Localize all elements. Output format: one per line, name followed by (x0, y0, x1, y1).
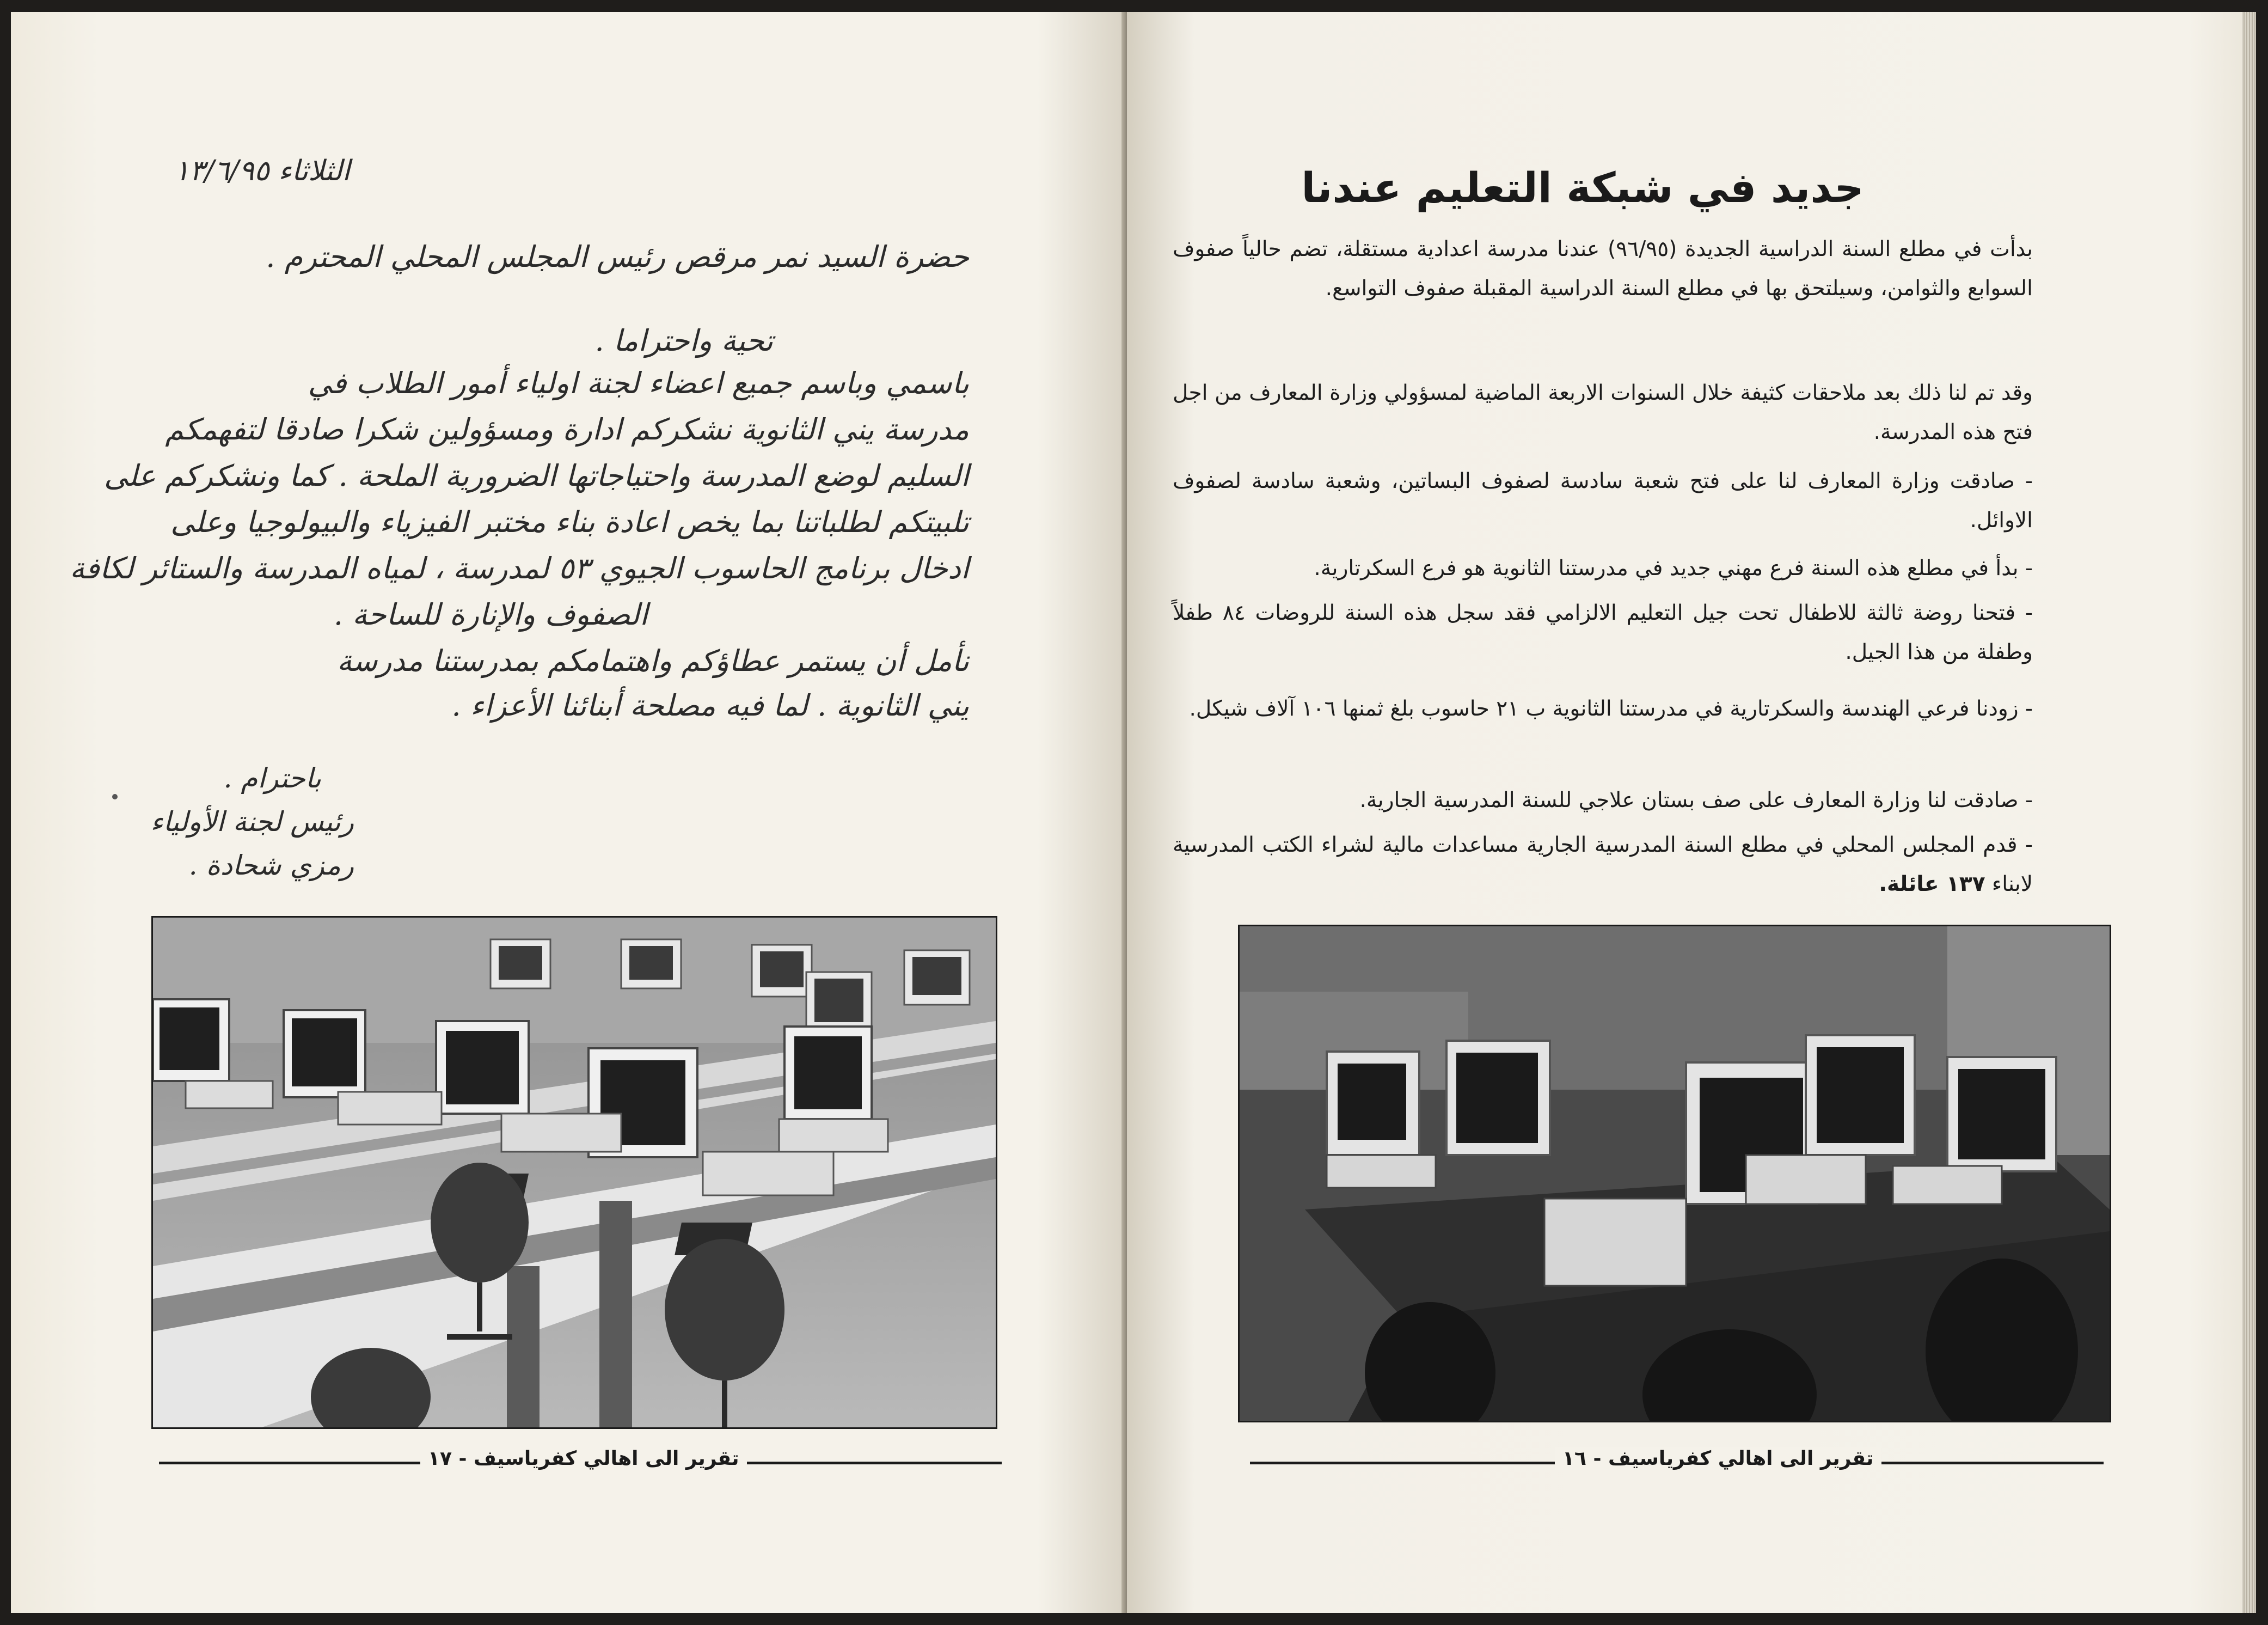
signature-title: رئيس لجنة الأولياء (150, 806, 354, 838)
paragraph-emphasis: ١٣٧ عائلة. (1879, 872, 1985, 896)
letter-greeting: تحية واحتراما . (594, 323, 773, 358)
page-footer-right (1250, 1446, 2104, 1479)
left-page (11, 12, 1127, 1613)
book-spread (11, 12, 2256, 1613)
letter-line: السليم لوضع المدرسة واحتياجاتها الضرورية الملحة . كما ونشكركم على (104, 459, 969, 493)
letter-line: ادخال برنامج الحاسوب الجيوي ٥٣ لمدرسة ، لمياه المدرسة والستائر لكافة (70, 551, 969, 585)
article-paragraph: وقد تم لنا ذلك بعد ملاحقات كثيفة خلال السنوات الاربعة الماضية لمسؤولي وزارة المعارف من اجل فتح هذه المدرسة. (1173, 381, 2033, 444)
paragraph-text: - قدم المجلس المحلي في مطلع السنة المدرسية الجارية مساعدات مالية لشراء الكتب المدرسية لابناء (1173, 833, 2033, 896)
letter-salutation: حضرة السيد نمر مرقص رئيس المجلس المحلي المحترم . (266, 240, 969, 274)
letter-line: نأمل أن يستمر عطاؤكم واهتمامكم بمدرستنا مدرسة (337, 644, 969, 678)
article-paragraph: - بدأ في مطلع هذه السنة فرع مهني جديد في مدرستنا الثانوية هو فرع السكرتارية. (1314, 556, 2033, 581)
footer-text: تقرير الى اهالي كفرياسيف - ١٦ (1555, 1447, 1881, 1470)
letter-line: باسمي وباسم جميع اعضاء لجنة اولياء أمور الطلاب في (308, 366, 969, 400)
article-paragraph-last (1173, 826, 2033, 904)
letter-line: تلبيتكم لطلباتنا بما يخص اعادة بناء مختبر الفيزياء والبيولوجيا وعلى (170, 505, 969, 539)
letter-date: الثلاثاء ١٣/٦/٩٥ (174, 155, 350, 187)
signature-name: رمزي شحادة . (188, 850, 354, 881)
computer-lab-photo-left (151, 916, 997, 1429)
article-paragraph: - صادقت وزارة المعارف لنا على فتح شعبة سادسة لصفوف البساتين، وشعبة سادسة لصفوف الاوائل. (1173, 469, 2033, 533)
footer-text: تقرير الى اهالي كفرياسيف - ١٧ (420, 1447, 747, 1470)
letter-line: الصفوف والإنارة للساحة . (333, 597, 648, 632)
computer-lab-photo-right (1238, 925, 2111, 1422)
article-paragraph: - فتحنا روضة ثالثة للاطفال تحت جيل التعليم الالزامي فقد سجل هذه السنة للروضات ٨٤ طفلاً وطفلة من هذا الجيل. (1173, 601, 2033, 664)
page-edges (2242, 12, 2256, 1613)
article-title: جديد في شبكة التعليم عندنا (1301, 163, 1864, 212)
letter-line: يني الثانوية . لما فيه مصلحة أبنائنا الأعزاء . (451, 688, 969, 723)
ink-spot (112, 794, 118, 799)
page-footer-left (159, 1446, 1002, 1479)
signature-closing: باحترام . (223, 762, 321, 794)
article-paragraph: - زودنا فرعي الهندسة والسكرتارية في مدرستنا الثانوية ب ٢١ حاسوب بلغ ثمنها ١٠٦ آلاف شيكل. (1189, 697, 2033, 721)
article-paragraph: - صادقت لنا وزارة المعارف على صف بستان علاجي للسنة المدرسية الجارية. (1359, 788, 2033, 812)
article-paragraph: بدأت في مطلع السنة الدراسية الجديدة (٩٦/٩٥) عندنا مدرسة اعدادية مستقلة، تضم حالياً صفوف السوابع والثوامن، وسيلتحق بها في مطلع السنة الدراسية المقبلة صفوف التواسع. (1173, 237, 2033, 301)
right-page (1127, 12, 2256, 1613)
letter-line: مدرسة يني الثانوية نشكركم ادارة ومسؤولين شكرا صادقا لتفهمكم (165, 412, 969, 447)
